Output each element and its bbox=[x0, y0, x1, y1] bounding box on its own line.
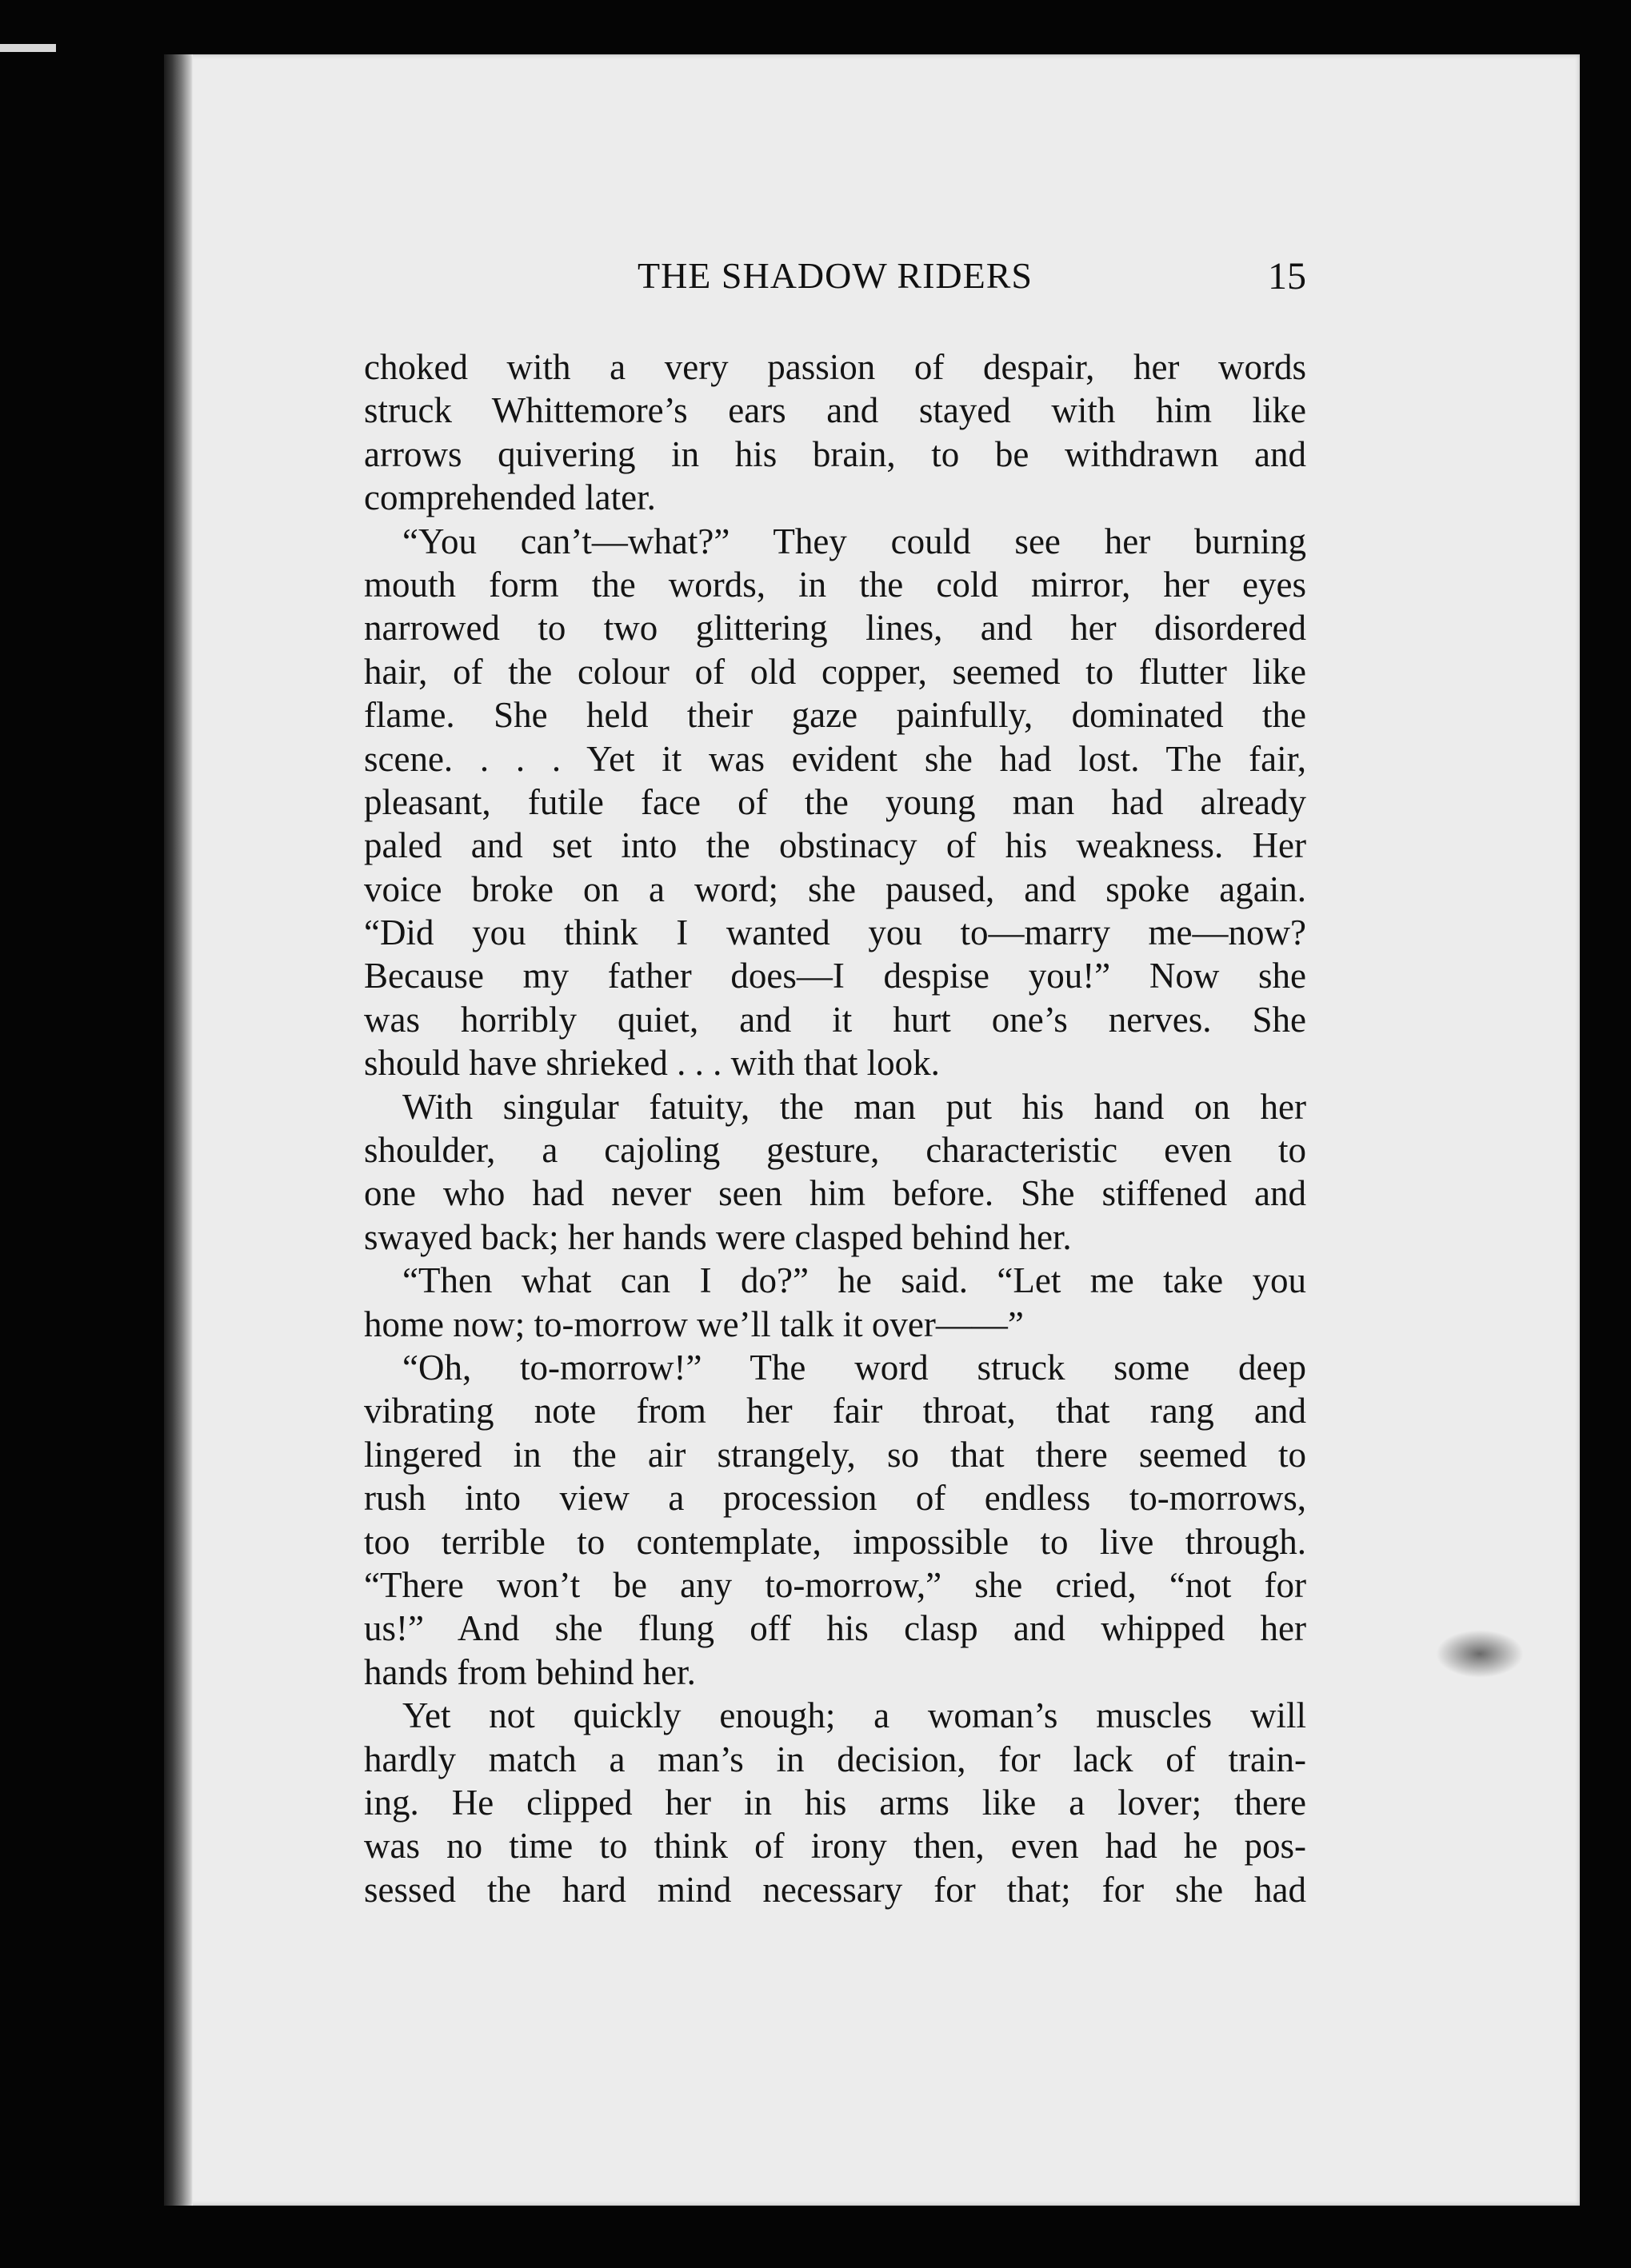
text-line: should have shrieked . . . with that look. bbox=[364, 1043, 940, 1084]
page-header bbox=[364, 254, 1306, 302]
running-head: THE SHADOW RIDERS bbox=[637, 255, 1033, 296]
text-line: choked with a very passion of despair, her words bbox=[364, 347, 1306, 387]
body-text bbox=[364, 345, 1306, 1911]
text-line: one who had never seen him before. She stiffened and bbox=[364, 1173, 1306, 1214]
text-line: narrowed to two glittering lines, and her disordered bbox=[364, 608, 1306, 649]
text-line: swayed back; her hands were clasped behind her. bbox=[364, 1216, 1072, 1257]
text-line: Because my father does—I despise you!” Now she bbox=[364, 956, 1306, 996]
scan-blemish bbox=[1436, 1630, 1524, 1678]
text-line: hardly match a man’s in decision, for lack of train- bbox=[364, 1739, 1306, 1779]
text-line: With singular fatuity, the man put his hand on her bbox=[402, 1086, 1306, 1127]
text-line: flame. She held their gaze painfully, dominated the bbox=[364, 695, 1306, 736]
text-line: voice broke on a word; she paused, and spoke again. bbox=[364, 868, 1306, 909]
text-line: too terrible to contemplate, impossible to live through. bbox=[364, 1521, 1306, 1562]
text-line: rush into view a procession of endless to-morrows, bbox=[364, 1478, 1306, 1519]
text-line: pleasant, futile face of the young man had already bbox=[364, 781, 1306, 822]
text-line: shoulder, a cajoling gesture, characteristic even to bbox=[364, 1130, 1306, 1171]
page-number: 15 bbox=[1268, 255, 1306, 297]
text-line: was horribly quiet, and it hurt one’s nerves. She bbox=[364, 999, 1306, 1040]
text-line: ing. He clipped her in his arms like a lover; there bbox=[364, 1782, 1306, 1823]
text-line: arrows quivering in his brain, to be withdrawn and bbox=[364, 433, 1306, 474]
text-line: vibrating note from her fair throat, that rang and bbox=[364, 1391, 1306, 1431]
text-line: “There won’t be any to-morrow,” she cried, “not for bbox=[364, 1564, 1306, 1605]
left-page-edge bbox=[0, 44, 56, 52]
text-line: “Did you think I wanted you to—marry me—now? bbox=[364, 912, 1306, 953]
text-line: sessed the hard mind necessary for that; for she had bbox=[364, 1869, 1306, 1910]
text-line: mouth form the words, in the cold mirror, her eyes bbox=[364, 564, 1306, 605]
text-line: paled and set into the obstinacy of his weakness. Her bbox=[364, 825, 1306, 866]
text-line: hair, of the colour of old copper, seemed to flutter like bbox=[364, 651, 1306, 692]
text-line: scene. . . . Yet it was evident she had lost. The fair, bbox=[364, 738, 1306, 779]
text-line: Yet not quickly enough; a woman’s muscles will bbox=[402, 1695, 1306, 1736]
text-line: “Oh, to-morrow!” The word struck some deep bbox=[402, 1347, 1306, 1388]
text-line: hands from behind her. bbox=[364, 1651, 696, 1692]
text-line: us!” And she flung off his clasp and whipped her bbox=[364, 1608, 1306, 1649]
text-line: struck Whittemore’s ears and stayed with him like bbox=[364, 390, 1306, 431]
page-gutter-shadow bbox=[164, 54, 193, 2206]
text-line: “You can’t—what?” They could see her burning bbox=[402, 521, 1306, 561]
text-line: comprehended later. bbox=[364, 477, 656, 518]
text-line: was no time to think of irony then, even had he pos- bbox=[364, 1826, 1306, 1867]
text-line: home now; to-morrow we’ll talk it over——” bbox=[364, 1304, 1024, 1344]
text-line: lingered in the air strangely, so that there seemed to bbox=[364, 1434, 1306, 1475]
text-line: “Then what can I do?” he said. “Let me take you bbox=[402, 1260, 1306, 1301]
